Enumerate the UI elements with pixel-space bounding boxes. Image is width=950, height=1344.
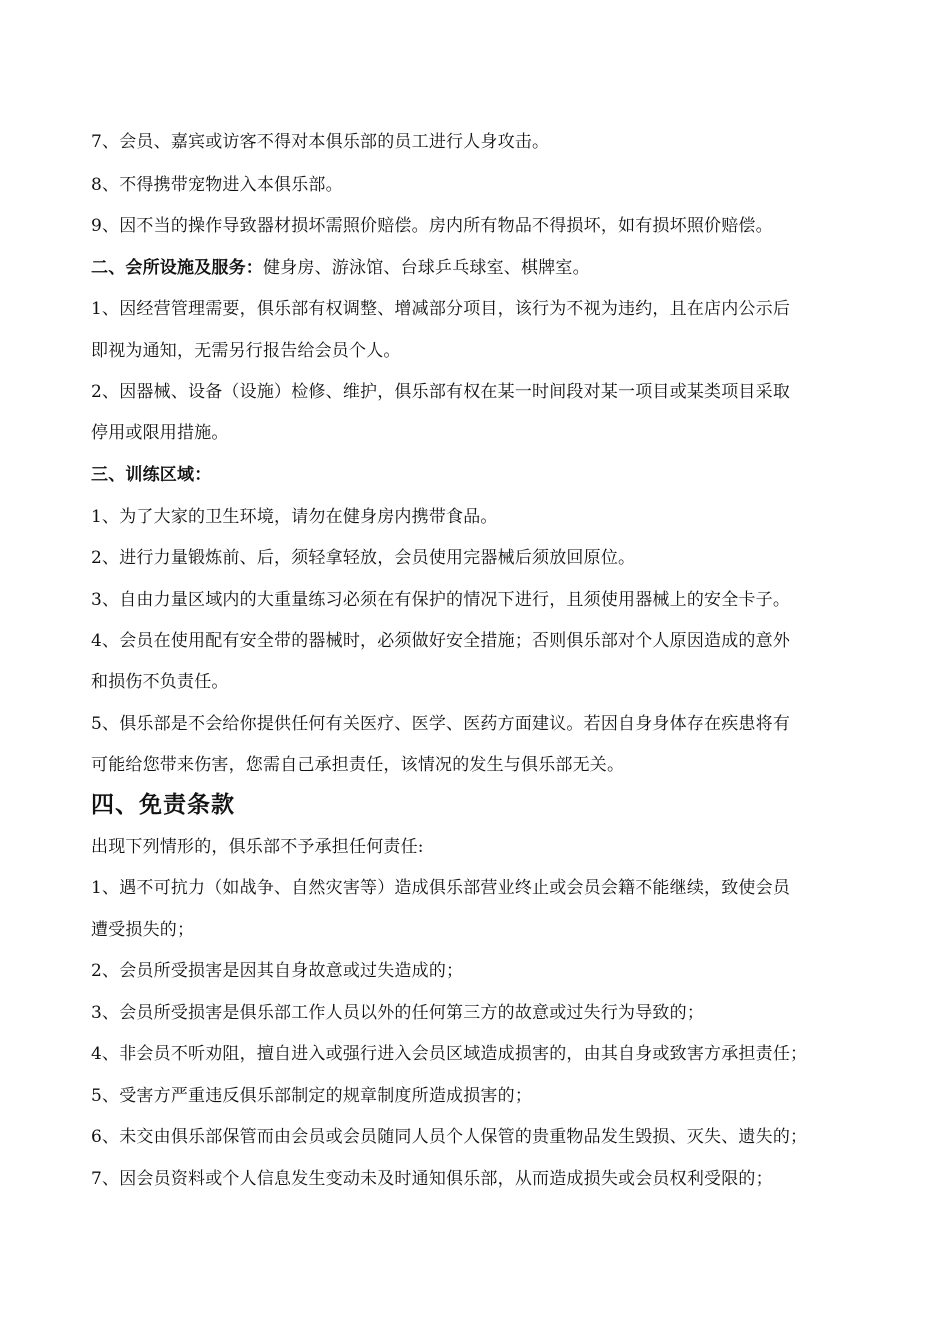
section-4-intro: 出现下列情形的，俱乐部不予承担任何责任: — [91, 837, 424, 857]
section-3-item-3: 3、自由力量区域内的大重量练习必须在有保护的情况下进行，且须使用器械上的安全卡子。 — [91, 590, 791, 610]
section-2-item-2-line-1: 2、因器械、设备（设施）检修、维护，俱乐部有权在某一时间段对某一项目或某类项目采取 — [91, 382, 791, 402]
section-4-item-6: 6、未交由俱乐部保管而由会员或会员随同人员个人保管的贵重物品发生毁损、灭失、遗失的； — [91, 1127, 808, 1147]
rule-item-8: 8、不得携带宠物进入本俱乐部。 — [91, 175, 343, 195]
section-2-item-2-line-2: 停用或限用措施。 — [91, 423, 229, 443]
section-2-heading-rest: 健身房、游泳馆、台球乒乓球室、棋牌室。 — [263, 258, 590, 278]
section-4-item-7: 7、因会员资料或个人信息发生变动未及时通知俱乐部，从而造成损失或会员权利受限的； — [91, 1169, 773, 1189]
section-3-item-5-line-1: 5、俱乐部是不会给你提供任何有关医疗、医学、医药方面建议。若因自身身体存在疾患将有 — [91, 714, 791, 734]
section-4-item-2: 2、会员所受损害是因其自身故意或过失造成的； — [91, 961, 464, 981]
section-2-item-1-line-2: 即视为通知，无需另行报告给会员个人。 — [91, 341, 401, 361]
section-3-item-4-line-1: 4、会员在使用配有安全带的器械时，必须做好安全措施；否则俱乐部对个人原因造成的意外 — [91, 631, 791, 651]
section-2-heading-line — [91, 257, 871, 279]
section-4-item-5: 5、受害方严重违反俱乐部制定的规章制度所造成损害的； — [91, 1086, 533, 1106]
section-4-item-4: 4、非会员不听劝阻，擅自进入或强行进入会员区域造成损害的，由其自身或致害方承担责任； — [91, 1044, 808, 1064]
rule-item-7: 7、会员、嘉宾或访客不得对本俱乐部的员工进行人身攻击。 — [91, 132, 550, 152]
section-2-item-1-line-1: 1、因经营管理需要，俱乐部有权调整、增减部分项目，该行为不视为违约，且在店内公示后 — [91, 299, 791, 319]
section-3-item-5-line-2: 可能给您带来伤害，您需自己承担责任，该情况的发生与俱乐部无关。 — [91, 755, 625, 775]
section-2-heading: 二、会所设施及服务： — [91, 258, 263, 278]
section-3-item-2: 2、进行力量锻炼前、后，须轻拿轻放，会员使用完器械后须放回原位。 — [91, 548, 636, 568]
section-3-item-4-line-2: 和损伤不负责任。 — [91, 672, 229, 692]
section-3-item-1: 1、为了大家的卫生环境，请勿在健身房内携带食品。 — [91, 507, 498, 527]
rule-item-9: 9、因不当的操作导致器材损坏需照价赔偿。房内所有物品不得损坏，如有损坏照价赔偿。 — [91, 216, 773, 236]
section-4-item-3: 3、会员所受损害是俱乐部工作人员以外的任何第三方的故意或过失行为导致的； — [91, 1003, 705, 1023]
section-4-heading: 四、免责条款 — [91, 792, 235, 818]
section-3-heading: 三、训练区域： — [91, 465, 212, 485]
section-4-item-1-line-2: 遭受损失的； — [91, 920, 195, 940]
section-4-item-1-line-1: 1、遇不可抗力（如战争、自然灾害等）造成俱乐部营业终止或会员会籍不能继续，致使会员 — [91, 878, 791, 898]
